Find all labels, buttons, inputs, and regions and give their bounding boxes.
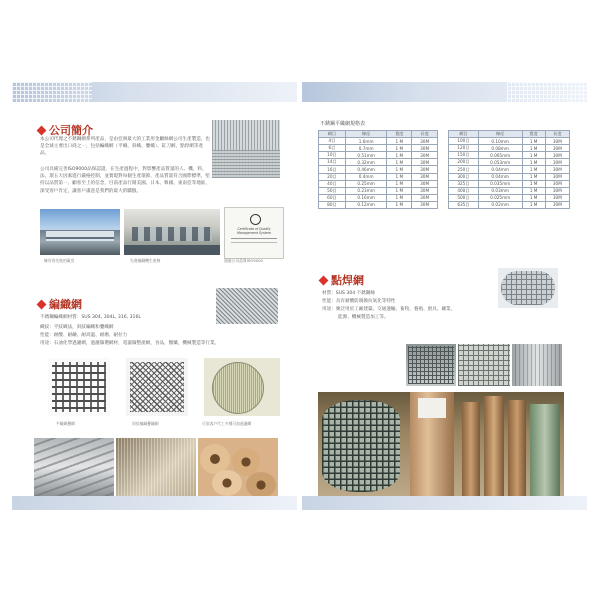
cell-mesh: 40目 [319, 180, 346, 187]
header-width: 寬度 [522, 131, 545, 138]
twill-weave-caption: 斜紋編織疊織網 [132, 421, 159, 426]
company-heading: 公司簡介 [38, 122, 93, 138]
cell-mesh: 250目 [449, 166, 479, 173]
cell-width: 1 M [522, 187, 545, 194]
table-row [449, 173, 570, 180]
cell-width: 1 M [387, 173, 412, 180]
cell-length: 30M [545, 138, 569, 145]
cell-width: 1 M [522, 194, 545, 201]
left-header-band [12, 82, 297, 102]
table-row [449, 166, 570, 173]
cell-wire-diameter: 0.51mm [345, 152, 387, 159]
header-mesh: 網目 [319, 131, 346, 138]
table-row [449, 159, 570, 166]
cell-mesh: 100目 [449, 138, 479, 145]
company-paragraph-1: 本公司代理之不銹鋼網系列產品，是由亞洲最大的工業用金屬絲網公司生產製造，也是全球主要出口商之一，包括編織網（平織、斜織、疊織）、缸刀網、點焊網等產品。 [40, 137, 210, 157]
cell-width: 1 M [522, 166, 545, 173]
mesh-sample-photo [212, 120, 280, 178]
right-footer-band [302, 496, 587, 510]
table-row [319, 166, 438, 173]
welded-roll-photo-3 [512, 344, 562, 386]
header-wire-diameter: 線徑 [345, 131, 387, 138]
cell-length: 30M [545, 180, 569, 187]
mesh-sheet-photo [116, 438, 196, 496]
cell-mesh: 50目 [319, 187, 346, 194]
cell-length: 30M [412, 159, 438, 166]
table-row [319, 173, 438, 180]
cell-length: 30M [412, 180, 438, 187]
cell-wire-diameter: 0.25mm [345, 180, 387, 187]
woven-usage: 用途：石油化學過濾網，過濾篩選網材，電器篩整流網，食品，醫藥，機械製造等行業。 [40, 341, 220, 346]
table-row [319, 152, 438, 159]
cell-length: 30M [545, 187, 569, 194]
factory-caption: 擁有的先進的廠房 [44, 258, 75, 263]
welded-usage: 用途：廣泛用於工廠建築、交通運輸、畜牧、養殖、廚具、礦業、 [322, 307, 456, 312]
welded-heading: 點焊網 [320, 272, 364, 288]
factory-building-photo [40, 209, 120, 255]
spec-table-title: 不銹鋼平織網規格表 [320, 121, 366, 127]
welded-material: 材質：SUS 304 不銹鋼絲 [322, 291, 376, 296]
table-row [319, 194, 438, 201]
cell-width: 1 M [387, 194, 412, 201]
cell-mesh: 325目 [449, 180, 479, 187]
cell-width: 1 M [522, 145, 545, 152]
cell-length: 30M [412, 201, 438, 208]
cell-mesh: 4目 [319, 138, 346, 145]
woven-heading: 編織網 [38, 296, 82, 312]
header-length: 長度 [545, 131, 569, 138]
cell-wire-diameter: 0.12mm [345, 201, 387, 208]
cell-mesh: 400目 [449, 187, 479, 194]
cell-width: 1 M [522, 138, 545, 145]
table-row [319, 145, 438, 152]
cell-length: 30M [545, 173, 569, 180]
cell-length: 30M [545, 166, 569, 173]
table-row [449, 145, 570, 152]
diamond-bullet-icon [37, 125, 47, 135]
cell-length: 30M [545, 201, 569, 208]
copper-rolls-photo [198, 438, 278, 496]
cell-mesh: 60目 [319, 194, 346, 201]
table-row [319, 138, 438, 145]
header-length: 長度 [412, 131, 438, 138]
cell-width: 1 M [522, 159, 545, 166]
cell-mesh: 150目 [449, 152, 479, 159]
cell-wire-diameter: 0.025mm [478, 194, 522, 201]
table-row [449, 187, 570, 194]
welded-usage-continued: 能源、機械製造加工等。 [338, 315, 389, 320]
cell-length: 30M [412, 194, 438, 201]
welded-mesh-roll-photo [498, 268, 558, 308]
cell-length: 30M [545, 145, 569, 152]
table-row [449, 194, 570, 201]
production-line-photo [124, 209, 220, 255]
twill-weave-sample [126, 358, 188, 416]
cell-wire-diameter: 0.46mm [345, 166, 387, 173]
cell-length: 30M [412, 138, 438, 145]
header-width: 寬度 [387, 131, 412, 138]
cell-mesh: 200目 [449, 159, 479, 166]
cell-length: 30M [412, 173, 438, 180]
cell-wire-diameter: 0.16mm [345, 194, 387, 201]
cell-mesh: 635目 [449, 201, 479, 208]
cell-mesh: 500目 [449, 194, 479, 201]
iso-certificate-image [224, 207, 284, 259]
cell-width: 1 M [522, 180, 545, 187]
cell-width: 1 M [522, 152, 545, 159]
cell-length: 30M [545, 159, 569, 166]
cell-width: 1 M [387, 166, 412, 173]
cell-wire-diameter: 0.04mm [478, 166, 522, 173]
cell-wire-diameter: 0.4mm [345, 173, 387, 180]
cell-mesh: 20目 [319, 173, 346, 180]
cell-width: 1 M [522, 201, 545, 208]
company-paragraph-2: 公司具備完善ISO9000品保認證，在生產過程中，對影響產品質量的人、機、料、法、環五大因素進行嚴格控制，並實現對每個生產環節，產品質量符合國際標準，堅持以品質第一、顧客至上的信念，目前產品行銷美國、日本、韓國、東南亞等地區，深受客戶肯定，讓客戶滿意是我們的最大的驕傲。 [40, 167, 210, 194]
diamond-bullet-icon [37, 299, 47, 309]
cell-length: 30M [412, 145, 438, 152]
cell-width: 1 M [387, 138, 412, 145]
certificate-text: Certificate of Quality Management System [237, 227, 271, 235]
table-header-row [319, 131, 438, 138]
table-row [449, 138, 570, 145]
cell-mesh: 14目 [319, 159, 346, 166]
mesh-rolls-photo [34, 438, 114, 496]
production-caption: 先進編織機生產線 [130, 258, 161, 263]
cell-mesh: 16目 [319, 166, 346, 173]
right-header-band [302, 82, 587, 102]
cell-width: 1 M [387, 201, 412, 208]
cell-mesh: 10目 [319, 152, 346, 159]
cell-length: 30M [545, 194, 569, 201]
table-row [319, 180, 438, 187]
cell-mesh: 80目 [319, 201, 346, 208]
plain-weave-sample [48, 358, 110, 416]
cell-length: 30M [545, 152, 569, 159]
cell-width: 1 M [387, 159, 412, 166]
diamond-bullet-icon [319, 275, 329, 285]
left-page [12, 82, 297, 510]
cell-length: 30M [412, 166, 438, 173]
cell-wire-diameter: 0.053mm [478, 159, 522, 166]
filter-disc-sample [204, 358, 280, 416]
cell-wire-diameter: 0.08mm [478, 145, 522, 152]
cell-wire-diameter: 0.10mm [478, 138, 522, 145]
spec-table-left [318, 130, 438, 209]
left-footer-band [12, 496, 297, 510]
filter-caption: 可依客戶代工多種可加過濾網 [202, 421, 252, 426]
cell-wire-diameter: 0.04mm [478, 173, 522, 180]
header-wire-diameter: 線徑 [478, 131, 522, 138]
table-row [449, 201, 570, 208]
welded-properties: 性能：具有耐酸防腐蝕抗氧化等特性 [322, 299, 396, 304]
woven-properties: 性能：耐酸、耐鹼、耐高溫、耐磨、耐拉力 [40, 333, 128, 338]
cell-wire-diameter: 0.7mm [345, 145, 387, 152]
woven-material: 不銹鋼編織網材質：SUS 304, 304L, 316, 316L [40, 315, 141, 320]
cell-length: 30M [412, 187, 438, 194]
table-row [449, 152, 570, 159]
plain-weave-caption: 平織網疊網 [56, 421, 75, 426]
header-mesh: 網目 [449, 131, 479, 138]
table-row [449, 180, 570, 187]
table-row [319, 187, 438, 194]
table-header-row [449, 131, 570, 138]
cell-mesh: 120目 [449, 145, 479, 152]
cell-width: 1 M [387, 145, 412, 152]
cell-wire-diameter: 0.035mm [478, 180, 522, 187]
woven-pattern: 織紋：平紋織法，斜紋編織和疊織網 [40, 325, 114, 330]
cell-width: 1 M [387, 152, 412, 159]
cell-length: 30M [412, 152, 438, 159]
table-row [319, 201, 438, 208]
warehouse-stock-photo [318, 392, 564, 496]
cell-width: 1 M [387, 180, 412, 187]
cell-wire-diameter: 0.23mm [345, 187, 387, 194]
cell-wire-diameter: 0.32mm [345, 159, 387, 166]
spec-table-right [448, 130, 570, 209]
cell-mesh: 300目 [449, 173, 479, 180]
cell-width: 1 M [522, 173, 545, 180]
cell-wire-diameter: 0.03mm [478, 187, 522, 194]
woven-mesh-roll-photo [216, 288, 278, 324]
certificate-caption: 通過公司品質ISO9000 [224, 258, 263, 263]
cell-wire-diameter: 0.065mm [478, 152, 522, 159]
welded-roll-photo-2 [458, 344, 510, 386]
cell-width: 1 M [387, 187, 412, 194]
table-row [319, 159, 438, 166]
right-page [302, 82, 587, 510]
cell-wire-diameter: 0.02mm [478, 201, 522, 208]
cell-mesh: 6目 [319, 145, 346, 152]
cell-wire-diameter: 1.6mm [345, 138, 387, 145]
welded-roll-photo-1 [406, 344, 456, 386]
